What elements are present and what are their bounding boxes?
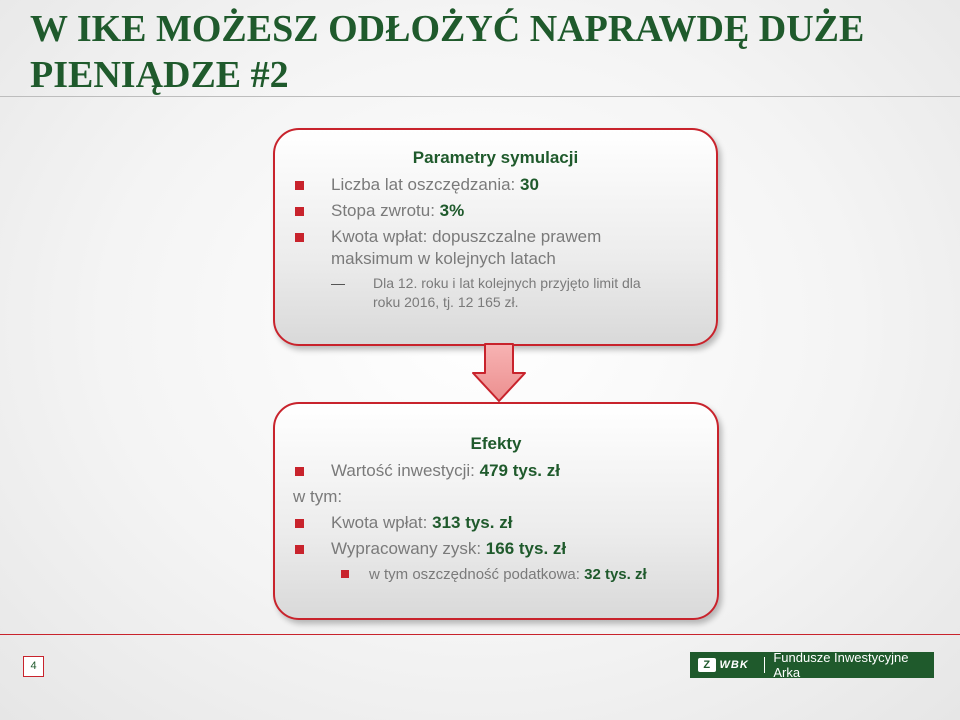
effect-deposits: Kwota wpłat: 313 tys. zł bbox=[331, 513, 513, 532]
simulation-parameters-box bbox=[273, 128, 718, 346]
title-divider bbox=[0, 96, 960, 97]
effect-profit: Wypracowany zysk: 166 tys. zł bbox=[331, 539, 567, 558]
slide-title: W IKE MOŻESZ ODŁOŻYĆ NAPRAWDĘ DUŻE PIENIĄDZE #2 bbox=[30, 8, 865, 96]
page-number: 4 bbox=[23, 656, 44, 677]
param-rate: Stopa zwrotu: 3% bbox=[331, 201, 465, 220]
bank-wordmark: WBK bbox=[719, 659, 749, 671]
effect-tax-saving: w tym oszczędność podatkowa: 32 tys. zł bbox=[369, 566, 647, 583]
param-amount: Kwota wpłat: dopuszczalne prawem maksimum w kolejnych latach bbox=[331, 227, 602, 268]
params-heading: Parametry symulacji bbox=[412, 148, 579, 167]
bullet-square-icon bbox=[295, 233, 304, 242]
param-years: Liczba lat oszczędzania: 30 bbox=[331, 175, 539, 194]
bullet-square-icon bbox=[295, 519, 304, 528]
param-note: Dla 12. roku i lat kolejnych przyjęto limit dla roku 2016, tj. 12 165 zł. bbox=[373, 275, 641, 310]
footer-divider bbox=[0, 634, 960, 635]
brand-name: Fundusze Inwestycyjne Arka bbox=[773, 650, 909, 680]
bullet-square-icon bbox=[341, 570, 349, 578]
effects-box bbox=[273, 402, 719, 620]
effect-investment-value: Wartość inwestycji: 479 tys. zł bbox=[331, 461, 560, 480]
bullet-square-icon bbox=[295, 207, 304, 216]
down-arrow-icon bbox=[471, 343, 527, 403]
brand-logo bbox=[690, 652, 934, 678]
effect-of-which: w tym: bbox=[293, 487, 343, 506]
effects-heading: Efekty bbox=[470, 434, 522, 453]
bullet-square-icon bbox=[295, 467, 304, 476]
bank-logo-icon: Z bbox=[698, 658, 716, 672]
logo-separator bbox=[764, 657, 765, 673]
bullet-square-icon bbox=[295, 181, 304, 190]
dash-bullet-icon bbox=[331, 284, 345, 285]
bullet-square-icon bbox=[295, 545, 304, 554]
